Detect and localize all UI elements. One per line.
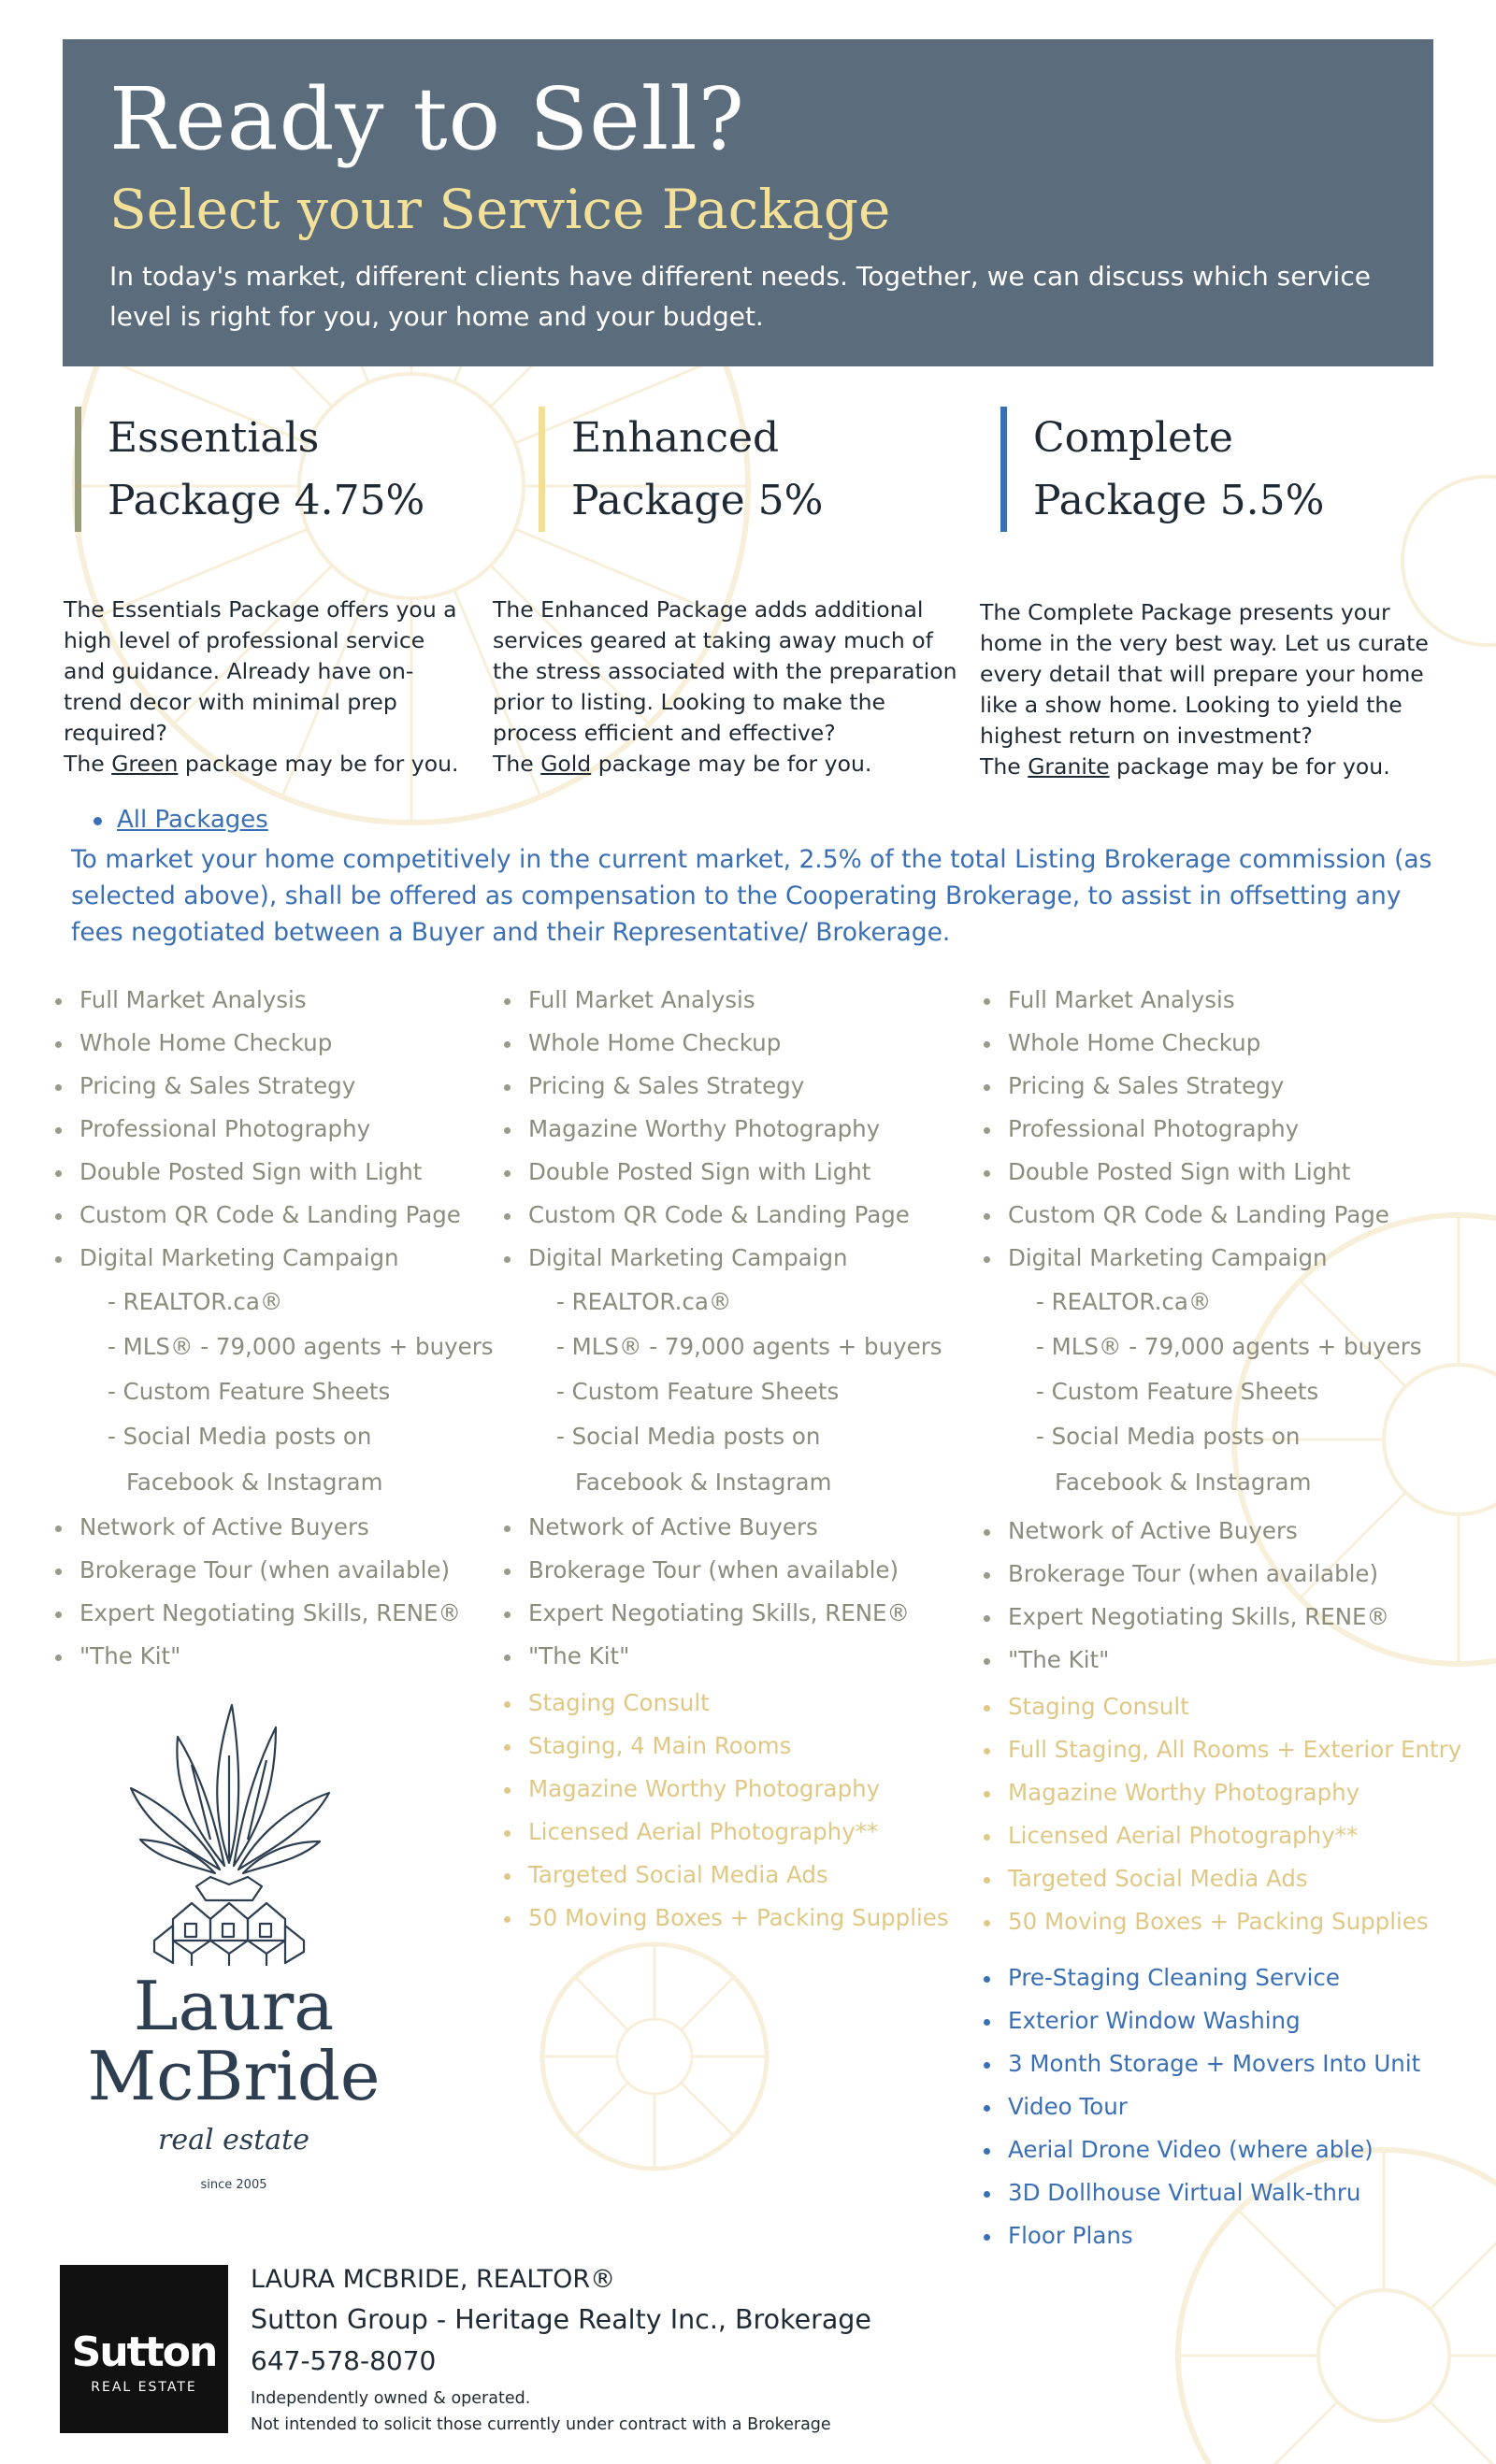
list-item: Full Staging, All Rooms + Exterior Entry bbox=[1008, 1728, 1461, 1771]
package-rate: Package 5% bbox=[571, 477, 824, 524]
package-heading-essentials bbox=[75, 407, 424, 532]
logo-last-name: McBride bbox=[87, 2037, 381, 2115]
list-item: Magazine Worthy Photography bbox=[528, 1768, 949, 1811]
sub-list-item: - MLS® - 79,000 agents + buyers bbox=[108, 1333, 494, 1360]
list-item: Digital Marketing Campaign bbox=[79, 1237, 494, 1280]
package-heading-complete bbox=[1000, 407, 1324, 532]
sub-list-item: - REALTOR.ca® bbox=[556, 1288, 732, 1315]
list-item: Licensed Aerial Photography** bbox=[1008, 1814, 1461, 1857]
package-color-label: Gold bbox=[540, 751, 592, 777]
list-item: Aerial Drone Video (where able) bbox=[1008, 2128, 1461, 2171]
sub-list-item: - REALTOR.ca® bbox=[1036, 1288, 1212, 1315]
list-item: Brokerage Tour (when available) bbox=[528, 1549, 949, 1592]
list-item: Pricing & Sales Strategy bbox=[1008, 1065, 1461, 1108]
sub-list-item: - Social Media posts on bbox=[556, 1423, 821, 1450]
list-item: Pre-Staging Cleaning Service bbox=[1008, 1956, 1461, 1999]
sutton-name: Sutton bbox=[71, 2328, 217, 2376]
list-item: Targeted Social Media Ads bbox=[1008, 1857, 1461, 1900]
package-description-complete bbox=[980, 597, 1429, 782]
list-item: Floor Plans bbox=[1008, 2214, 1461, 2257]
sub-list-item: - Custom Feature Sheets bbox=[556, 1378, 840, 1405]
list-item: Magazine Worthy Photography bbox=[1008, 1771, 1461, 1814]
list-item: 50 Moving Boxes + Packing Supplies bbox=[1008, 1900, 1461, 1943]
phone-number[interactable]: 647-578-8070 bbox=[251, 2345, 437, 2376]
page-subtitle: Select your Service Package bbox=[109, 178, 891, 241]
complete-features-list bbox=[1008, 979, 1461, 2257]
list-item: Brokerage Tour (when available) bbox=[1008, 1553, 1461, 1596]
list-item: Network of Active Buyers bbox=[528, 1506, 949, 1549]
list-item: 3D Dollhouse Virtual Walk-thru bbox=[1008, 2171, 1461, 2214]
list-item: Professional Photography bbox=[1008, 1108, 1461, 1151]
list-item: Staging, 4 Main Rooms bbox=[528, 1725, 949, 1768]
sub-list-item: Facebook & Instagram bbox=[126, 1468, 383, 1496]
logo-first-name: Laura bbox=[133, 1967, 335, 2045]
list-item: Targeted Social Media Ads bbox=[528, 1854, 949, 1897]
list-item: Full Market Analysis bbox=[1008, 979, 1461, 1022]
description-text: package may be for you. bbox=[591, 751, 872, 777]
list-item: Whole Home Checkup bbox=[528, 1022, 949, 1065]
logo-tagline: real estate bbox=[157, 2124, 309, 2156]
description-text: The Enhanced Package adds additional services geared at taking away much of the stress associated with the preparation prior to listing. Looking to make the process efficient and effective? bbox=[493, 596, 957, 746]
list-item: Custom QR Code & Landing Page bbox=[1008, 1194, 1461, 1237]
list-item: Full Market Analysis bbox=[79, 979, 494, 1022]
page-title: Ready to Sell? bbox=[109, 69, 745, 169]
list-item: Exterior Window Washing bbox=[1008, 1999, 1461, 2042]
list-item: Network of Active Buyers bbox=[1008, 1510, 1461, 1553]
bullet-icon bbox=[94, 817, 102, 825]
list-item: Video Tour bbox=[1008, 2085, 1461, 2128]
package-description-enhanced bbox=[493, 595, 970, 780]
list-item: Custom QR Code & Landing Page bbox=[528, 1194, 949, 1237]
package-color-label: Granite bbox=[1028, 753, 1110, 780]
disclaimer-text: Independently owned & operated. bbox=[251, 2389, 531, 2408]
brand-logo-name bbox=[56, 1967, 411, 2115]
intro-text: In today's market, different clients have different needs. Together, we can discuss which service level is right for you, your home and your budget. bbox=[109, 261, 1371, 332]
all-packages-link[interactable]: All Packages bbox=[117, 806, 268, 834]
list-item: Expert Negotiating Skills, RENE® bbox=[79, 1592, 494, 1635]
list-item: "The Kit" bbox=[79, 1635, 494, 1678]
sub-list-item: - REALTOR.ca® bbox=[108, 1288, 283, 1315]
list-item: Expert Negotiating Skills, RENE® bbox=[1008, 1596, 1461, 1639]
description-text: The bbox=[493, 751, 541, 777]
sub-list-item: Facebook & Instagram bbox=[1055, 1468, 1312, 1496]
description-text: The Complete Package presents your home in the very best way. Let us curate every detail that will prepare your home like a show home. Looking to yield the highest return on investment? bbox=[980, 599, 1429, 749]
description-text: The Essentials Package offers you a high level of professional service and guidance. Already have on-trend decor with minimal prep required? bbox=[64, 596, 457, 746]
package-rate: Package 4.75% bbox=[108, 477, 425, 524]
disclaimer-text: Not intended to solicit those currently under contract with a Brokerage bbox=[251, 2415, 831, 2434]
package-description-essentials bbox=[64, 595, 466, 780]
sub-list-item: - Custom Feature Sheets bbox=[1036, 1378, 1319, 1405]
header-banner bbox=[63, 39, 1433, 366]
list-item: Digital Marketing Campaign bbox=[1008, 1237, 1461, 1280]
list-item: Whole Home Checkup bbox=[79, 1022, 494, 1065]
list-item: Double Posted Sign with Light bbox=[1008, 1151, 1461, 1194]
sub-list-item: - Social Media posts on bbox=[1036, 1423, 1301, 1450]
list-item: Digital Marketing Campaign bbox=[528, 1237, 949, 1280]
pineapple-logo-icon bbox=[122, 1699, 337, 1970]
description-text: The bbox=[980, 753, 1028, 780]
package-rate: Package 5.5% bbox=[1033, 477, 1325, 524]
list-item: Full Market Analysis bbox=[528, 979, 949, 1022]
list-item: "The Kit" bbox=[1008, 1639, 1461, 1682]
list-item: Staging Consult bbox=[528, 1682, 949, 1725]
description-text: package may be for you. bbox=[178, 751, 459, 777]
sub-list-item: - Custom Feature Sheets bbox=[108, 1378, 391, 1405]
list-item: "The Kit" bbox=[528, 1635, 949, 1678]
list-item: Whole Home Checkup bbox=[1008, 1022, 1461, 1065]
sutton-logo bbox=[60, 2265, 228, 2433]
list-item: 3 Month Storage + Movers Into Unit bbox=[1008, 2042, 1461, 2085]
description-text: The bbox=[64, 751, 112, 777]
list-item: Magazine Worthy Photography bbox=[528, 1108, 949, 1151]
contact-block bbox=[251, 2260, 871, 2438]
list-item: Pricing & Sales Strategy bbox=[79, 1065, 494, 1108]
package-heading-enhanced bbox=[539, 407, 823, 532]
list-item: Licensed Aerial Photography** bbox=[528, 1811, 949, 1854]
agent-name: LAURA MCBRIDE, REALTOR® bbox=[251, 2265, 616, 2294]
list-item: Network of Active Buyers bbox=[79, 1506, 494, 1549]
list-item: Expert Negotiating Skills, RENE® bbox=[528, 1592, 949, 1635]
package-color-label: Green bbox=[111, 751, 179, 777]
sub-list-item: - Social Media posts on bbox=[108, 1423, 372, 1450]
enhanced-features-list bbox=[528, 979, 949, 1940]
list-item: Staging Consult bbox=[1008, 1685, 1461, 1728]
sub-list-item: Facebook & Instagram bbox=[575, 1468, 832, 1496]
package-name: Essentials bbox=[108, 414, 320, 462]
package-name: Complete bbox=[1033, 414, 1233, 462]
list-item: 50 Moving Boxes + Packing Supplies bbox=[528, 1897, 949, 1940]
list-item: Double Posted Sign with Light bbox=[528, 1151, 949, 1194]
list-item: Pricing & Sales Strategy bbox=[528, 1065, 949, 1108]
list-item: Double Posted Sign with Light bbox=[79, 1151, 494, 1194]
list-item: Custom QR Code & Landing Page bbox=[79, 1194, 494, 1237]
commission-note: To market your home competitively in the current market, 2.5% of the total Listing Brokerage commission (as selected above), shall be offered as compensation to the Cooperating Brokerage, to assist in offsetting any fees negotiated between a Buyer and their Representative/ Brokerage. bbox=[71, 845, 1432, 947]
logo-since: since 2005 bbox=[200, 2178, 267, 2192]
package-name: Enhanced bbox=[571, 414, 780, 462]
brokerage-name: Sutton Group - Heritage Realty Inc., Brokerage bbox=[251, 2304, 871, 2335]
sub-list-item: - MLS® - 79,000 agents + buyers bbox=[556, 1333, 942, 1360]
essentials-features-list bbox=[79, 979, 494, 1678]
list-item: Professional Photography bbox=[79, 1108, 494, 1151]
description-text: package may be for you. bbox=[1109, 753, 1390, 780]
sutton-sub: REAL ESTATE bbox=[91, 2380, 197, 2395]
list-item: Brokerage Tour (when available) bbox=[79, 1549, 494, 1592]
sub-list-item: - MLS® - 79,000 agents + buyers bbox=[1036, 1333, 1422, 1360]
